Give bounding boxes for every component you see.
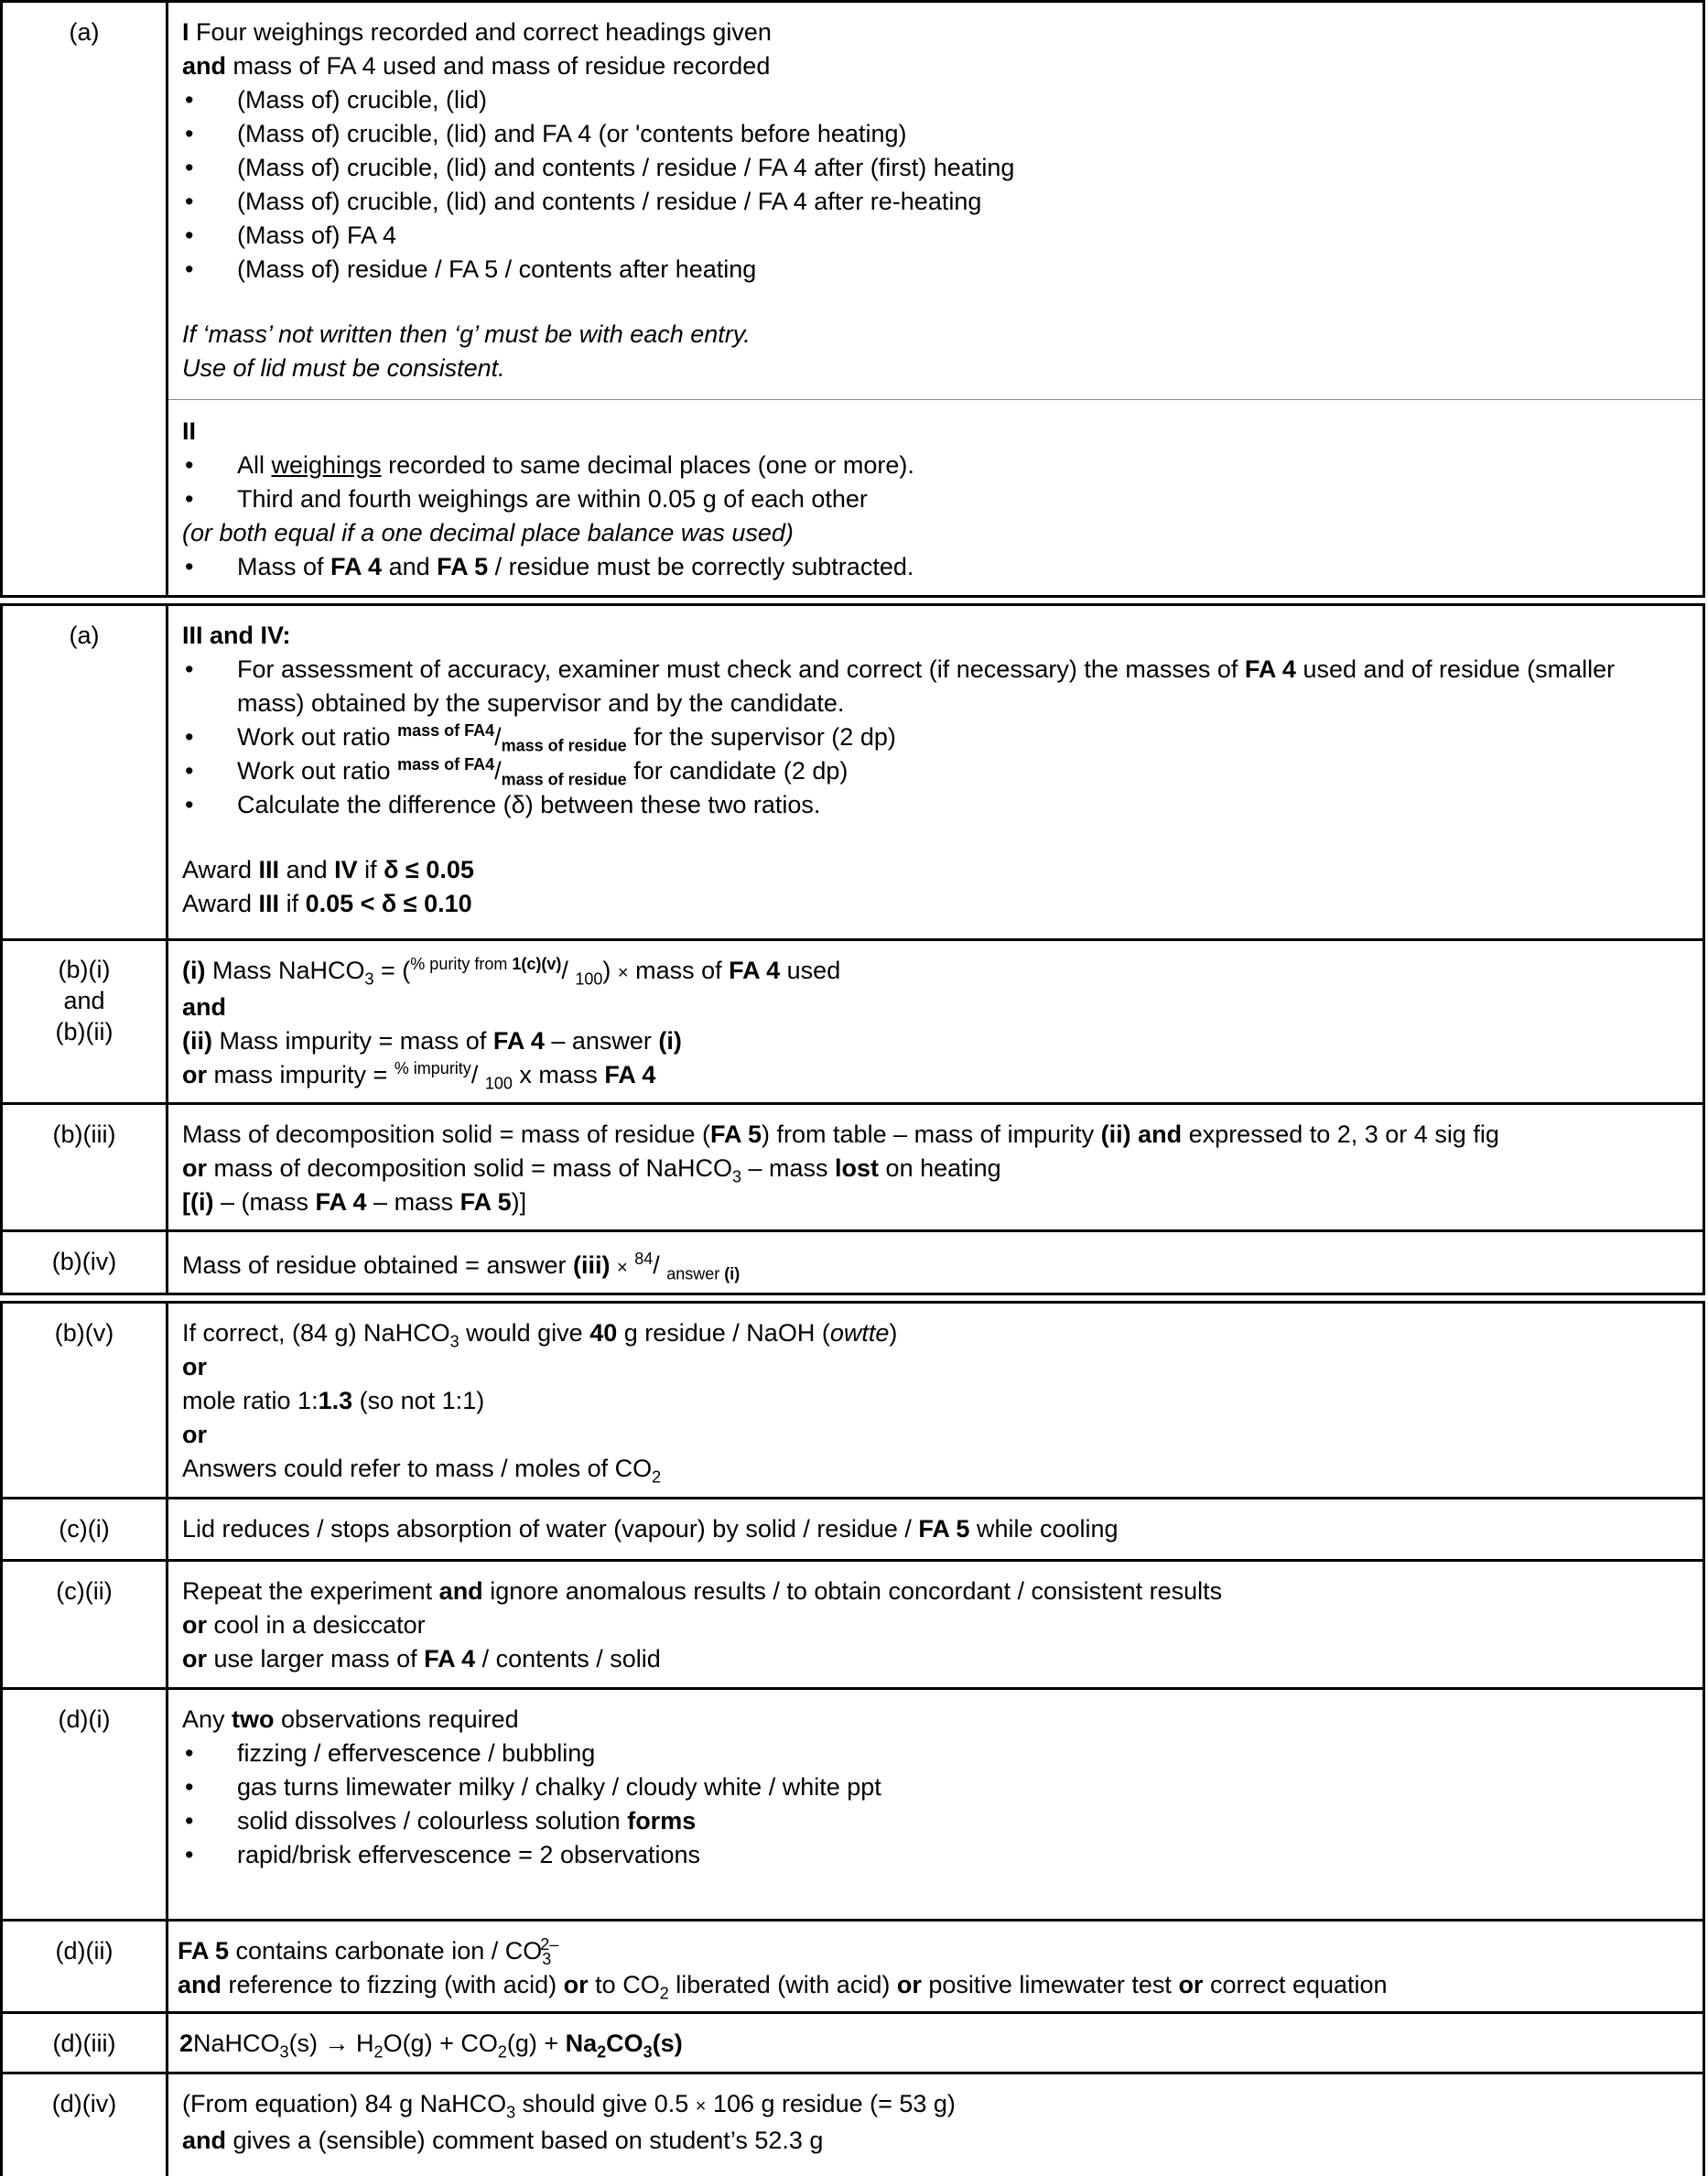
row-d-iv: [0, 2072, 1705, 2176]
award-line: Award III and IV if δ ≤ 0.05: [182, 856, 474, 883]
content: [168, 1562, 1703, 1687]
line: or: [182, 1353, 207, 1380]
content: [168, 2074, 1703, 2176]
line: Any two observations required: [182, 1705, 519, 1733]
line: FA 5 contains carbonate ion / $CO_3^{2-}$: [178, 1935, 559, 1969]
line: Mass of residue obtained = answer (iii) × $^{84}$/ $_{answer (i)}$: [182, 1250, 740, 1283]
bullet: • (Mass of) crucible, (lid) and contents / residue / FA 4 after (first) heating: [182, 151, 1689, 185]
row-b-iii: [0, 1102, 1705, 1232]
line: or mass of decomposition solid = mass of NaHCO$_3$ – mass lost on heating: [182, 1154, 1001, 1186]
row-label: (d)(ii): [3, 1922, 168, 2011]
row-label: (b)(iv): [3, 1232, 168, 1293]
content: [168, 1105, 1703, 1229]
line: Repeat the experiment and ignore anomalous results / to obtain concordant / consistent results: [182, 1577, 1223, 1605]
note: If ‘mass’ not written then ‘g’ must be with each entry.: [182, 320, 751, 348]
bullet: • (Mass of) FA 4: [182, 219, 1689, 253]
row-c-ii: [0, 1559, 1705, 1690]
line: I Four weighings recorded and correct headings given: [182, 18, 772, 46]
bullet: • solid dissolves / colourless solution forms: [182, 1804, 1689, 1838]
bullet: • (Mass of) residue / FA 5 / contents after heating: [182, 253, 1689, 287]
content: [168, 606, 1703, 938]
bullet: • Calculate the difference (δ) between these two ratios.: [182, 788, 1689, 822]
bullet: • All weighings recorded to same decimal places (one or more).: [182, 449, 1689, 482]
line: and mass of FA 4 used and mass of residue recorded: [182, 52, 771, 80]
bullet: • Work out ratio $^{mass of FA4}/_{mass of residue}$ for candidate (2 dp): [182, 754, 1689, 788]
line: Answers could refer to mass / moles of $CO_2$: [182, 1455, 662, 1487]
content: [168, 1304, 1703, 1497]
line: or: [182, 1421, 207, 1448]
row-label: (d)(iii): [3, 2014, 168, 2072]
line: and: [182, 993, 227, 1021]
bullet: • (Mass of) crucible, (lid) and FA 4 (or 'contents before heating): [182, 117, 1689, 151]
line: II: [182, 417, 197, 445]
row-label: (c)(ii): [3, 1562, 168, 1687]
note: Use of lid must be consistent.: [182, 354, 505, 382]
bullet: • (Mass of) crucible, (lid) and contents / residue / FA 4 after re-heating: [182, 185, 1689, 219]
bullet: • gas turns limewater milky / chalky / cloudy white / white ppt: [182, 1770, 1689, 1804]
note: (or both equal if a one decimal place balance was used): [182, 519, 794, 547]
line: and gives a (sensible) comment based on student’s 52.3 g: [182, 2127, 824, 2154]
row-b-iv: [0, 1229, 1705, 1295]
content: [168, 941, 1703, 1102]
line: If correct, (84 g) NaHCO$_3$ would give 40 g residue / NaOH (owtte): [182, 1319, 898, 1351]
line: or cool in a desiccator: [182, 1611, 426, 1639]
row-b-v: [0, 1301, 1705, 1499]
line: or use larger mass of FA 4 / contents / solid: [182, 1645, 661, 1673]
row-d-ii: [0, 1919, 1705, 2014]
line: or mass impurity = $^{\% impurity}$/ $_{100}$ x mass FA 4: [182, 1059, 656, 1093]
row-b-i-ii: [0, 938, 1705, 1105]
row-label: (c)(i): [3, 1499, 168, 1559]
row-label: (d)(i): [3, 1690, 168, 1919]
row-c-i: [0, 1497, 1705, 1562]
content: [168, 2014, 1703, 2072]
part-ii-cell: [168, 399, 1703, 595]
award-line: Award III if 0.05 < δ ≤ 0.10: [182, 890, 472, 917]
row-label: (b)(iii): [3, 1105, 168, 1229]
content: [168, 1690, 1703, 1919]
row-label: (a): [3, 606, 168, 938]
bullet: • Mass of FA 4 and FA 5 / residue must be correctly subtracted.: [182, 550, 1689, 584]
line: (ii) Mass impurity = mass of FA 4 – answer (i): [182, 1027, 682, 1055]
line: and reference to fizzing (with acid) or to $CO_2$ liberated (with acid) or positive limewater test or correct equation: [178, 1971, 1388, 2003]
row-a-i-ii: [0, 0, 1705, 598]
content: [168, 1922, 1703, 2011]
line: (From equation) 84 g NaHCO$_3$ should give 0.5 × 106 g residue (= 53 g): [182, 2090, 956, 2122]
part-i-cell: [168, 3, 1703, 396]
line: (i) Mass NaHCO$_3$ = ($^{\% purity from 1(c)(v)}$/ $_{100}$) × mass of FA 4 used: [182, 955, 841, 989]
content: [168, 1232, 1703, 1293]
bullet: • Third and fourth weighings are within 0.05 g of each other: [182, 482, 1689, 516]
row-label: (b)(v): [3, 1304, 168, 1497]
bullet: • For assessment of accuracy, examiner must check and correct (if necessary) the masses of FA 4 used and of residue (smaller mass) obtained by the supervisor and by the candidate.: [182, 653, 1689, 720]
row-label: (a): [3, 3, 168, 595]
line: Lid reduces / stops absorption of water (vapour) by solid / residue / FA 5 while cooling: [182, 1515, 1119, 1543]
row-d-iii: [0, 2011, 1705, 2074]
line: III and IV:: [182, 622, 291, 649]
line: mole ratio 1:1.3 (so not 1:1): [182, 1387, 485, 1414]
equation: 2NaHCO$_3$(s) → $H_2O(g) + CO_2(g) + Na_2CO_3(s)$: [179, 2030, 683, 2062]
row-label: (b)(i) and (b)(ii): [3, 941, 168, 1102]
row-a-iii-iv: [0, 603, 1705, 941]
bullet: • rapid/brisk effervescence = 2 observations: [182, 1838, 1689, 1872]
bullet: • (Mass of) crucible, (lid): [182, 83, 1689, 117]
row-d-i: [0, 1687, 1705, 1922]
row-label: (d)(iv): [3, 2074, 168, 2176]
line: Mass of decomposition solid = mass of residue (FA 5) from table – mass of impurity (ii) and expressed to 2, 3 or 4 sig fig: [182, 1120, 1499, 1148]
line: [(i) – (mass FA 4 – mass FA 5)]: [182, 1188, 527, 1216]
bullet: • Work out ratio $^{mass of FA4}/_{mass of residue}$ for the supervisor (2 dp): [182, 720, 1689, 754]
content: [168, 1499, 1703, 1559]
bullet: • fizzing / effervescence / bubbling: [182, 1737, 1689, 1770]
